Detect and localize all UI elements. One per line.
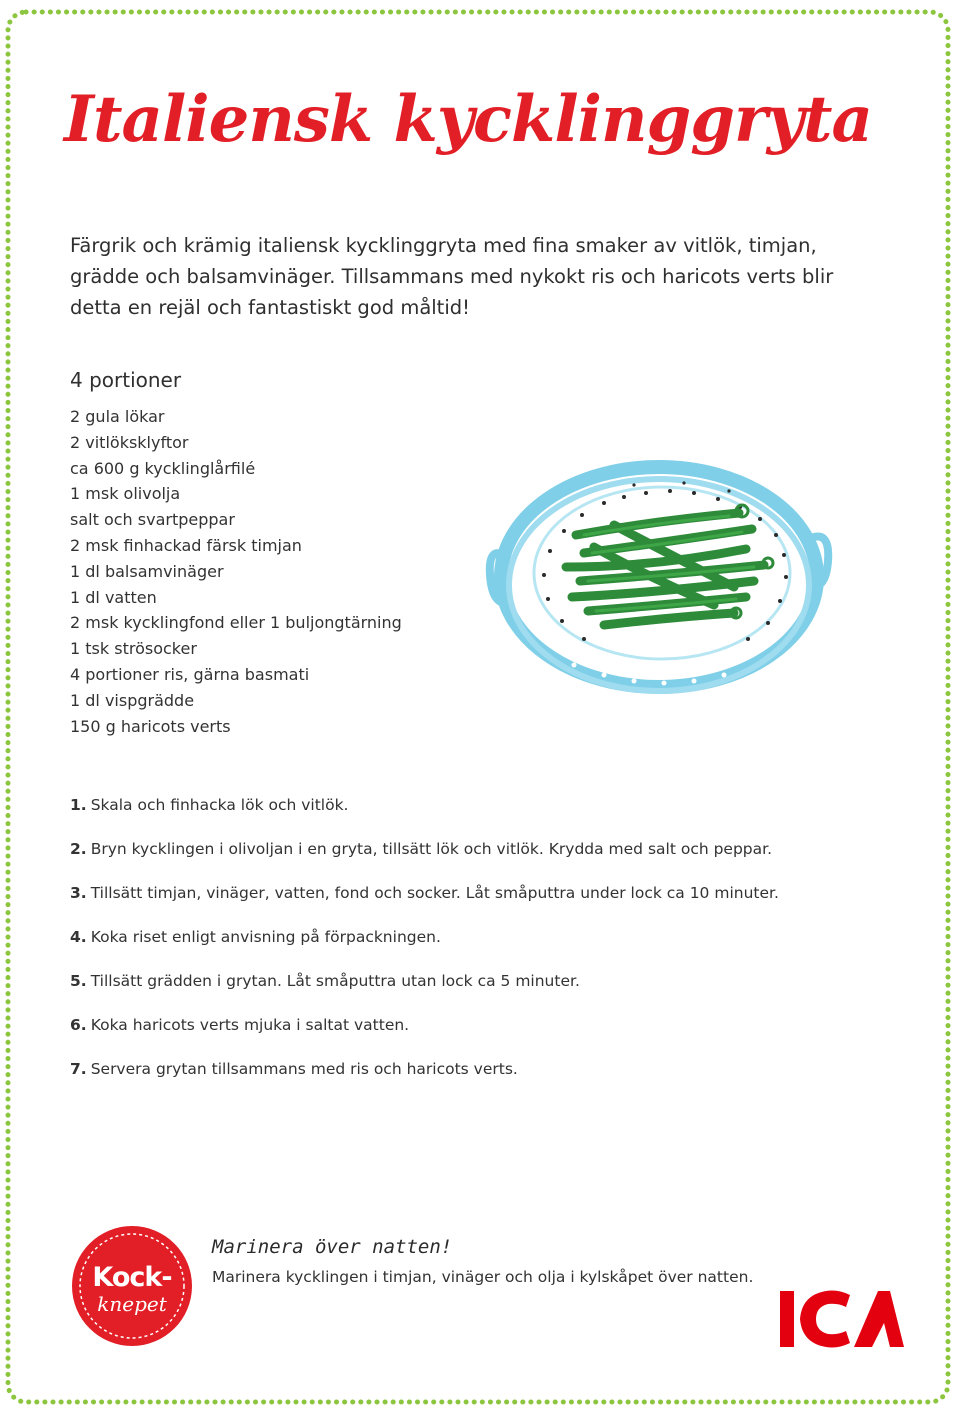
step-number: 7. <box>70 1060 87 1078</box>
ingredient: 1 dl balsamvinäger <box>70 561 224 581</box>
step-text: Koka haricots verts mjuka i saltat vatten. <box>90 1016 410 1034</box>
ingredient: 1 msk olivolja <box>70 484 181 504</box>
step-number: 6. <box>70 1016 87 1034</box>
step-item <box>70 926 779 970</box>
step-list <box>70 794 779 1102</box>
recipe-intro: Färgrik och krämig italiensk kycklinggryta med fina smaker av vitlök, timjan, grädde och balsamvinäger. Tillsammans med nykokt ris och haricots verts blir detta en rejäl och fantastiskt god måltid! <box>70 234 834 319</box>
step-item <box>70 838 779 882</box>
step-text: Tillsätt grädden i grytan. Låt småputtra utan lock ca 5 minuter. <box>90 972 580 990</box>
step-text: Koka riset enligt anvisning på förpackningen. <box>90 928 441 946</box>
ingredient: 2 vitlöksklyftor <box>70 432 189 452</box>
step-item <box>70 882 779 926</box>
step-text: Servera grytan tillsammans med ris och haricots verts. <box>90 1060 518 1078</box>
step-number: 1. <box>70 796 87 814</box>
ingredient-list <box>70 404 402 739</box>
tip-heading: Marinera över natten! <box>212 1236 453 1258</box>
bean-dish-illustration <box>484 455 834 720</box>
step-text: Tillsätt timjan, vinäger, vatten, fond och socker. Låt småputtra under lock ca 10 minuter. <box>90 884 779 902</box>
ingredient: ca 600 g kycklinglårfilé <box>70 458 256 478</box>
badge-title: Kock- <box>92 1262 172 1293</box>
step-item <box>70 1058 779 1102</box>
ingredient: 150 g haricots verts <box>70 716 231 736</box>
step-text: Bryn kycklingen i olivoljan i en gryta, tillsätt lök och vitlök. Krydda med salt och peppar. <box>90 840 773 858</box>
kockknepet-badge <box>70 1224 194 1348</box>
step-number: 4. <box>70 928 87 946</box>
recipe-title: Italiensk kycklinggryta <box>64 82 872 157</box>
servings: 4 portioner <box>70 368 182 392</box>
ingredient: 1 tsk strösocker <box>70 639 197 659</box>
ingredient: 1 dl vatten <box>70 587 157 607</box>
step-number: 2. <box>70 840 87 858</box>
ica-logo <box>780 1289 904 1349</box>
step-text: Skala och finhacka lök och vitlök. <box>90 796 349 814</box>
ingredient: 2 msk kycklingfond eller 1 buljongtärning <box>70 613 402 633</box>
step-item <box>70 1014 779 1058</box>
ingredient: 2 gula lökar <box>70 407 165 426</box>
step-number: 3. <box>70 884 87 902</box>
ingredient: 4 portioner ris, gärna basmati <box>70 664 310 684</box>
step-number: 5. <box>70 972 87 990</box>
badge-subtitle: knepet <box>97 1292 167 1316</box>
step-item <box>70 794 779 838</box>
tip-text: Marinera kycklingen i timjan, vinäger och olja i kylskåpet över natten. <box>212 1268 754 1286</box>
step-item <box>70 970 779 1014</box>
ingredient: salt och svartpeppar <box>70 510 235 530</box>
ingredient: 1 dl vispgrädde <box>70 690 195 710</box>
ingredient: 2 msk finhackad färsk timjan <box>70 535 302 555</box>
